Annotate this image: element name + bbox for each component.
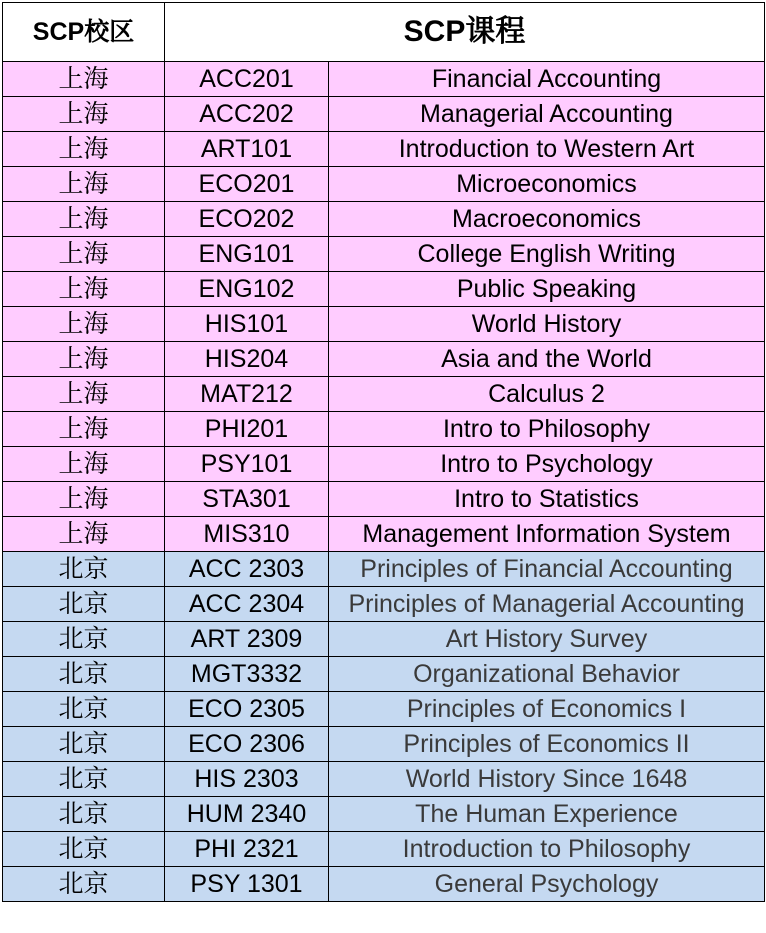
course-name-cell: Financial Accounting bbox=[329, 62, 765, 97]
course-name-cell: The Human Experience bbox=[329, 797, 765, 832]
table-row bbox=[3, 867, 765, 902]
campus-cell: 上海 bbox=[3, 377, 165, 412]
table-row bbox=[3, 482, 765, 517]
course-code-cell: ECO202 bbox=[165, 202, 329, 237]
campus-cell: 上海 bbox=[3, 307, 165, 342]
table-row bbox=[3, 377, 765, 412]
table-row bbox=[3, 307, 765, 342]
table-row bbox=[3, 237, 765, 272]
course-name-cell: Principles of Financial Accounting bbox=[329, 552, 765, 587]
course-code-cell: ENG102 bbox=[165, 272, 329, 307]
course-name-cell: Intro to Psychology bbox=[329, 447, 765, 482]
table-row bbox=[3, 832, 765, 867]
course-name-cell: College English Writing bbox=[329, 237, 765, 272]
campus-cell: 北京 bbox=[3, 797, 165, 832]
table-row bbox=[3, 97, 765, 132]
course-code-cell: ECO 2306 bbox=[165, 727, 329, 762]
course-code-cell: STA301 bbox=[165, 482, 329, 517]
table-row bbox=[3, 202, 765, 237]
course-code-cell: HUM 2340 bbox=[165, 797, 329, 832]
course-code-cell: ACC 2303 bbox=[165, 552, 329, 587]
course-name-cell: Principles of Economics I bbox=[329, 692, 765, 727]
campus-cell: 北京 bbox=[3, 552, 165, 587]
campus-cell: 上海 bbox=[3, 482, 165, 517]
course-name-cell: World History Since 1648 bbox=[329, 762, 765, 797]
course-code-cell: HIS204 bbox=[165, 342, 329, 377]
table-row bbox=[3, 622, 765, 657]
course-code-cell: ACC201 bbox=[165, 62, 329, 97]
campus-cell: 上海 bbox=[3, 237, 165, 272]
course-name-cell: Intro to Philosophy bbox=[329, 412, 765, 447]
table-row bbox=[3, 692, 765, 727]
course-name-cell: Managerial Accounting bbox=[329, 97, 765, 132]
campus-cell: 北京 bbox=[3, 762, 165, 797]
course-name-cell: Intro to Statistics bbox=[329, 482, 765, 517]
table-row bbox=[3, 62, 765, 97]
campus-cell: 北京 bbox=[3, 867, 165, 902]
table-row bbox=[3, 587, 765, 622]
campus-cell: 上海 bbox=[3, 517, 165, 552]
table-row bbox=[3, 342, 765, 377]
campus-cell: 上海 bbox=[3, 412, 165, 447]
course-code-cell: PSY 1301 bbox=[165, 867, 329, 902]
course-name-cell: Organizational Behavior bbox=[329, 657, 765, 692]
campus-cell: 北京 bbox=[3, 692, 165, 727]
course-name-cell: Management Information System bbox=[329, 517, 765, 552]
course-code-cell: ART 2309 bbox=[165, 622, 329, 657]
campus-cell: 北京 bbox=[3, 727, 165, 762]
table-row bbox=[3, 727, 765, 762]
course-name-cell: Public Speaking bbox=[329, 272, 765, 307]
course-name-cell: Microeconomics bbox=[329, 167, 765, 202]
table-row bbox=[3, 657, 765, 692]
course-code-cell: HIS 2303 bbox=[165, 762, 329, 797]
campus-cell: 北京 bbox=[3, 587, 165, 622]
course-name-cell: Macroeconomics bbox=[329, 202, 765, 237]
course-name-cell: Principles of Economics II bbox=[329, 727, 765, 762]
table-row bbox=[3, 272, 765, 307]
course-code-cell: ART101 bbox=[165, 132, 329, 167]
course-name-cell: General Psychology bbox=[329, 867, 765, 902]
table-row bbox=[3, 797, 765, 832]
campus-cell: 上海 bbox=[3, 272, 165, 307]
campus-cell: 北京 bbox=[3, 657, 165, 692]
table-row bbox=[3, 552, 765, 587]
campus-cell: 上海 bbox=[3, 342, 165, 377]
course-code-cell: ENG101 bbox=[165, 237, 329, 272]
course-code-cell: ACC 2304 bbox=[165, 587, 329, 622]
course-name-cell: World History bbox=[329, 307, 765, 342]
table-row bbox=[3, 517, 765, 552]
course-code-cell: HIS101 bbox=[165, 307, 329, 342]
campus-cell: 上海 bbox=[3, 167, 165, 202]
course-code-cell: PHI201 bbox=[165, 412, 329, 447]
course-code-cell: MAT212 bbox=[165, 377, 329, 412]
table-row bbox=[3, 762, 765, 797]
course-header: SCP课程 bbox=[165, 3, 765, 62]
course-code-cell: MGT3332 bbox=[165, 657, 329, 692]
course-code-cell: PHI 2321 bbox=[165, 832, 329, 867]
campus-cell: 北京 bbox=[3, 832, 165, 867]
campus-cell: 上海 bbox=[3, 202, 165, 237]
table-row bbox=[3, 167, 765, 202]
campus-cell: 上海 bbox=[3, 447, 165, 482]
course-table bbox=[2, 2, 765, 902]
campus-header: SCP校区 bbox=[3, 3, 165, 62]
course-name-cell: Principles of Managerial Accounting bbox=[329, 587, 765, 622]
table-row bbox=[3, 412, 765, 447]
course-code-cell: ECO 2305 bbox=[165, 692, 329, 727]
course-name-cell: Asia and the World bbox=[329, 342, 765, 377]
campus-cell: 上海 bbox=[3, 62, 165, 97]
header-row bbox=[3, 3, 765, 62]
campus-cell: 上海 bbox=[3, 97, 165, 132]
course-name-cell: Art History Survey bbox=[329, 622, 765, 657]
course-name-cell: Calculus 2 bbox=[329, 377, 765, 412]
course-code-cell: PSY101 bbox=[165, 447, 329, 482]
course-name-cell: Introduction to Philosophy bbox=[329, 832, 765, 867]
campus-cell: 上海 bbox=[3, 132, 165, 167]
campus-cell: 北京 bbox=[3, 622, 165, 657]
course-code-cell: ACC202 bbox=[165, 97, 329, 132]
table-row bbox=[3, 132, 765, 167]
course-code-cell: MIS310 bbox=[165, 517, 329, 552]
table-body bbox=[3, 62, 765, 902]
course-code-cell: ECO201 bbox=[165, 167, 329, 202]
course-name-cell: Introduction to Western Art bbox=[329, 132, 765, 167]
table-row bbox=[3, 447, 765, 482]
